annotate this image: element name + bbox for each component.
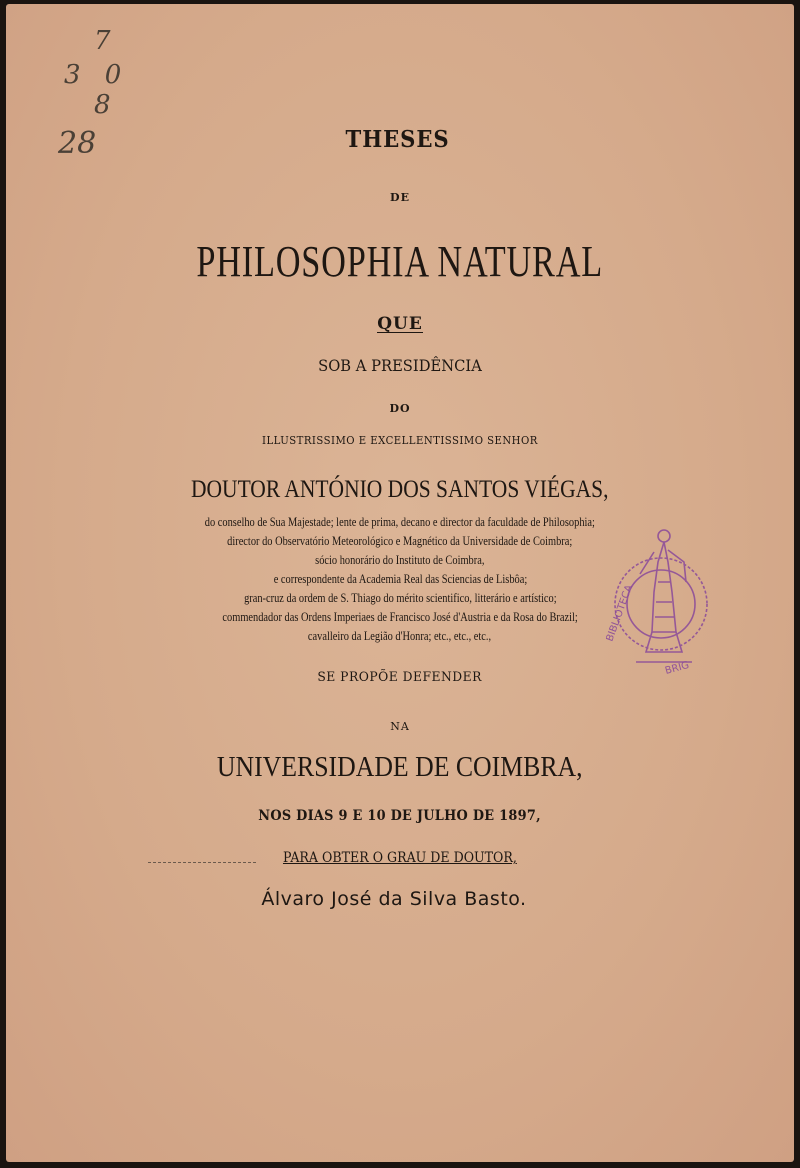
handwritten-mark-2: 3 0 [64, 60, 130, 90]
title-que: QUE [377, 314, 423, 334]
svg-text:BRIG: BRIG [663, 659, 691, 677]
title-de: DE [390, 191, 410, 204]
na-label: NA [390, 720, 410, 733]
document-page [6, 4, 794, 1162]
credential-line: e correspondente da Academia Real das Sciencias de Lisbôa; [273, 571, 527, 586]
degree-purpose: PARA OBTER O GRAU DE DOUTOR, [283, 850, 517, 866]
library-stamp [606, 522, 716, 682]
handwritten-mark-4: 28 [58, 126, 97, 161]
stamp-icon [606, 522, 716, 682]
title-senhor: ILLUSTRISSIMO E EXCELLENTISSIMO SENHOR [262, 434, 538, 447]
title-theses: THESES [345, 126, 451, 153]
handwritten-mark-1: 7 [94, 26, 111, 56]
credential-line: cavalleiro da Legião d'Honra; etc., etc., etc., [308, 628, 492, 643]
title-presidencia: SOB A PRESIDÊNCIA [318, 356, 482, 375]
president-name: DOUTOR ANTÓNIO DOS SANTOS VIÉGAS, [191, 476, 609, 503]
propoe-defender: SE PROPÕE DEFENDER [317, 670, 483, 685]
university-name: UNIVERSIDADE DE COIMBRA, [217, 752, 583, 783]
page-title: PHILOSOPHIA NATURAL [196, 237, 604, 286]
svg-text:BIBLIOTECA: BIBLIOTECA [606, 583, 636, 644]
handwritten-mark-3: 8 [94, 90, 111, 120]
author-name: Álvaro José da Silva Basto. [261, 888, 527, 910]
defense-dates: NOS DIAS 9 E 10 DE JULHO DE 1897, [258, 808, 542, 824]
title-do: DO [389, 402, 411, 415]
credential-line: gran-cruz da ordem de S. Thiago do mérito scientifico, litterário e artístico; [243, 590, 557, 605]
credential-line: director do Observatório Meteorológico e Magnético da Universidade de Coimbra; [227, 533, 573, 548]
credential-line: commendador das Ordens Imperiaes de Francisco José d'Austria e da Rosa do Brazil; [222, 609, 578, 624]
credential-line: sócio honorário do Instituto de Coimbra, [315, 552, 485, 567]
credential-line: do conselho de Sua Majestade; lente de prima, decano e director da faculdade de Philosophia; [204, 514, 596, 529]
